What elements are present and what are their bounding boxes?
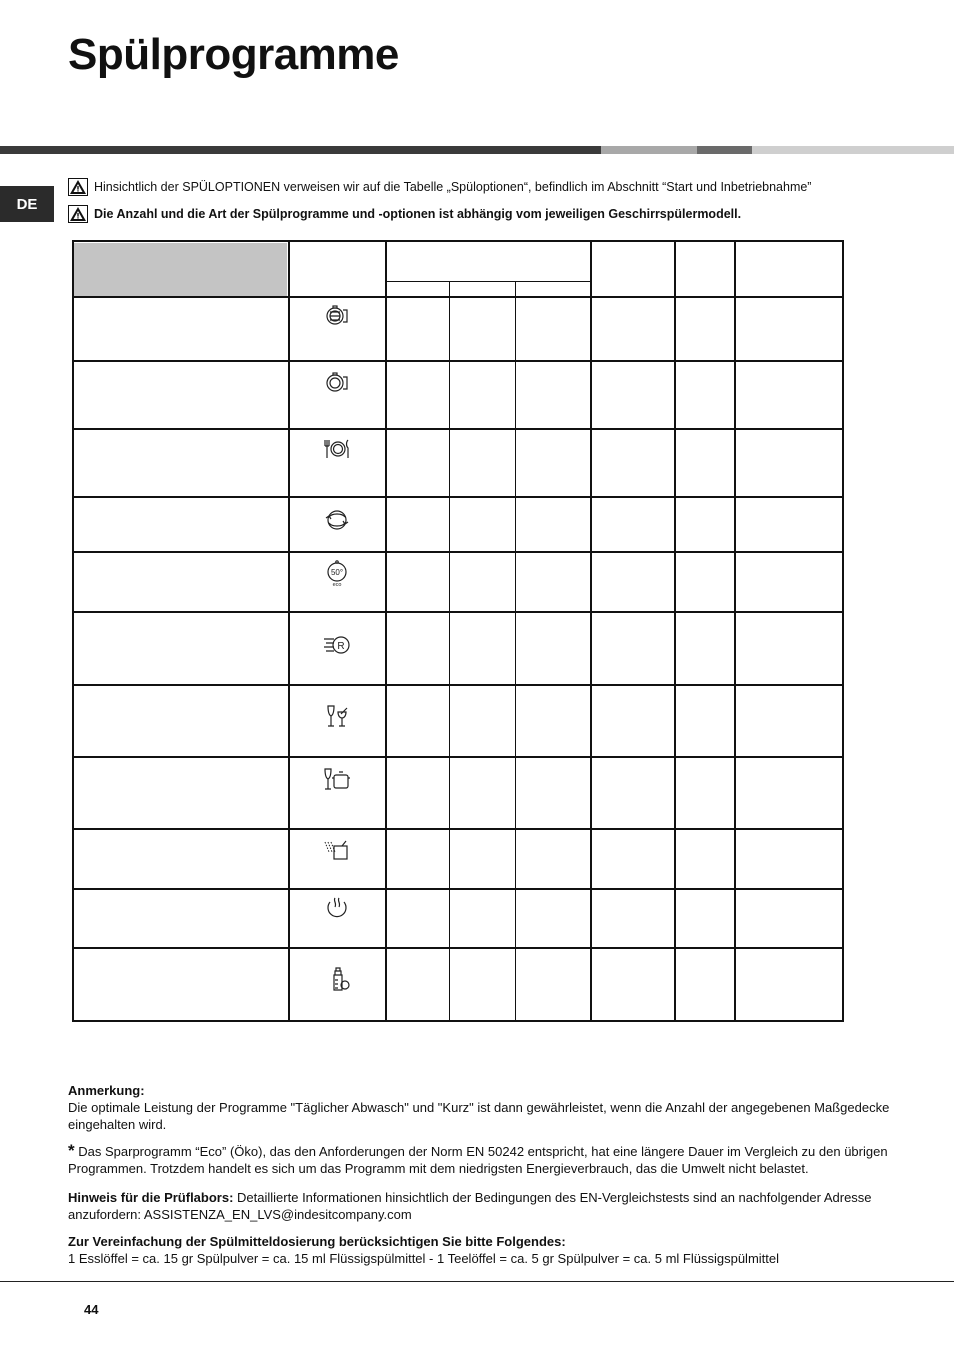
table-subcolumn-divider: [515, 282, 516, 1022]
labs-note: [68, 1189, 908, 1223]
table-border-left: [72, 240, 74, 1022]
svg-text:50°: 50°: [330, 568, 344, 577]
language-tab: DE: [0, 186, 54, 222]
hygiene-steam-icon: [322, 894, 352, 924]
table-row-divider: [72, 756, 844, 758]
header-bar-dark2: [697, 146, 752, 154]
table-row-divider: [72, 360, 844, 362]
pot-steam-icon: [322, 836, 352, 866]
table-row-divider: [72, 428, 844, 430]
header-bar-light: [752, 146, 954, 154]
dosage-note: [68, 1233, 908, 1267]
header-bar-mid: [601, 146, 697, 154]
dosage-text: 1 Esslöffel = ca. 15 gr Spülpulver = ca. 15 ml Flüssigspülmittel - 1 Teelöffel = ca. 5 gr Spülpulver = ca. 5 ml Flüssigspülmittel: [68, 1251, 780, 1266]
table-header-shaded-cell: [74, 243, 287, 296]
table-subcolumn-divider: [449, 282, 450, 1022]
table-column-divider: [734, 240, 736, 1022]
svg-text:eco: eco: [332, 582, 342, 588]
table-row-divider: [72, 551, 844, 553]
table-border-bottom: [72, 1020, 844, 1022]
warning-icon: [68, 205, 88, 223]
table-row-divider: [72, 296, 844, 298]
model-note: [68, 205, 741, 223]
warning-icon: [68, 178, 88, 196]
baby-bottle-icon: [326, 966, 356, 996]
eco-note: [68, 1142, 908, 1177]
rapid-r-icon: [322, 630, 352, 660]
glass-pot-icon: [322, 765, 352, 795]
table-row-divider: [72, 947, 844, 949]
options-note-text: Hinsichtlich der SPÜLOPTIONEN verweisen wir auf die Tabelle „Spüloptionen“, befindlich im Abschnitt “Start und Inbetriebnahme”: [94, 180, 812, 194]
wine-glass-crossed-icon: [322, 702, 352, 732]
model-note-text: Die Anzahl und die Art der Spülprogramme und -optionen ist abhängig vom jeweiligen Geschirrspülermodell.: [94, 207, 742, 221]
table-column-divider: [288, 240, 290, 1022]
table-row-divider: [72, 684, 844, 686]
table-row-divider: [72, 828, 844, 830]
options-note: [68, 178, 811, 196]
asterisk-mark: *: [68, 1141, 75, 1160]
table-row-divider: [72, 496, 844, 498]
table-subheader-line: [385, 281, 590, 282]
cutlery-plate-icon: [322, 434, 352, 464]
intensive-pot-icon: [322, 302, 352, 332]
page-title: Spülprogramme: [68, 30, 399, 79]
dosage-label: Zur Vereinfachung der Spülmitteldosierung berücksichtigen Sie bitte Folgendes:: [68, 1234, 566, 1249]
svg-text:R: R: [337, 641, 345, 652]
rotating-arrows-icon: [322, 505, 352, 535]
anmerkung-block: [68, 1082, 908, 1133]
eco-50-icon: [322, 559, 352, 589]
anmerkung-text: Die optimale Leistung der Programme "Täglicher Abwasch" und "Kurz" ist dann gewährleistet, wenn die Anzahl der angegebenen Maßgedecke eingehalten wird.: [68, 1100, 890, 1132]
header-bar-dark: [0, 146, 601, 154]
table-column-divider: [385, 240, 387, 1022]
pot-icon: [322, 368, 352, 398]
table-row-divider: [72, 888, 844, 890]
eco-note-text: Das Sparprogramm “Eco” (Öko), das den Anforderungen der Norm EN 50242 entspricht, hat eine längere Dauer im Vergleich zu den übrigen Programmen. Trotzdem handelt es sich um das Programm mit dem niedrigsten Energieverbrauch, das die Umwelt nicht belastet.: [68, 1144, 888, 1176]
table-column-divider: [674, 240, 676, 1022]
table-row-divider: [72, 611, 844, 613]
table-border-top: [72, 240, 844, 242]
anmerkung-label: Anmerkung:: [68, 1083, 145, 1098]
table-border-right: [842, 240, 844, 1022]
bottom-rule: [0, 1281, 954, 1282]
labs-label: Hinweis für die Prüflabors:: [68, 1190, 234, 1205]
table-column-divider: [590, 240, 592, 1022]
labs-text: Detaillierte Informationen hinsichtlich der Bedingungen des EN-Vergleichstests sind an nachfolgender Adresse anzufordern: ASSISTENZA_EN_LVS@indesitcompany.com: [68, 1190, 872, 1222]
page-number: 44: [84, 1302, 99, 1317]
